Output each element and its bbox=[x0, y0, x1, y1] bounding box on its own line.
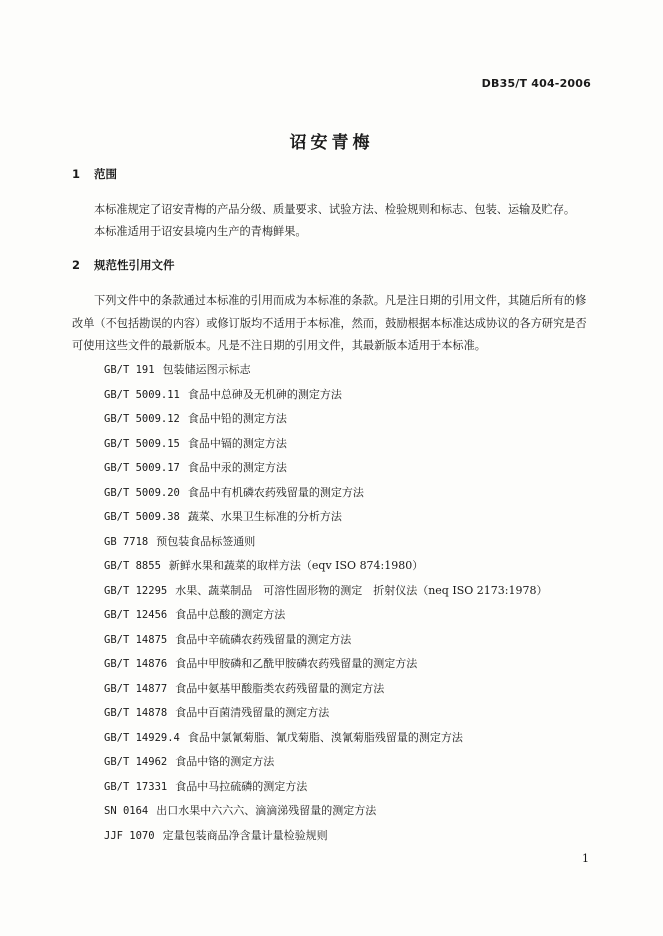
reference-code: GB/T 14878 bbox=[104, 707, 168, 719]
reference-item bbox=[104, 383, 604, 408]
reference-item bbox=[104, 554, 604, 579]
reference-title: 食品中甲胺磷和乙酰甲胺磷农药残留量的测定方法 bbox=[175, 657, 418, 670]
reference-code: GB/T 12295 bbox=[104, 584, 168, 597]
reference-code: GB/T 5009.11 bbox=[104, 388, 180, 401]
standard-code: DB35/T 404-2006 bbox=[481, 77, 591, 90]
reference-item bbox=[104, 603, 604, 628]
reference-title: 食品中辛硫磷农药残留量的测定方法 bbox=[175, 632, 352, 646]
reference-code: JJF 1070 bbox=[104, 829, 155, 842]
reference-code: GB/T 5009.17 bbox=[104, 462, 180, 474]
reference-code: GB/T 17331 bbox=[104, 780, 168, 793]
scope-paragraph-2: 本标准适用于诏安县境内生产的青梅鲜果。 bbox=[94, 225, 307, 238]
reference-list bbox=[104, 358, 604, 848]
reference-code: SN 0164 bbox=[104, 805, 149, 817]
reference-item bbox=[104, 481, 604, 506]
reference-title: 出口水果中六六六、滴滴涕残留量的测定方法 bbox=[156, 804, 377, 817]
reference-item bbox=[104, 652, 604, 677]
reference-title: 定量包装商品净含量计量检验规则 bbox=[162, 828, 328, 842]
reference-item bbox=[104, 505, 604, 530]
section-number: 1 bbox=[72, 167, 81, 181]
reference-title: 包装储运图示标志 bbox=[162, 363, 251, 376]
reference-item bbox=[104, 726, 604, 751]
reference-title: 食品中铅的测定方法 bbox=[187, 412, 287, 425]
reference-title: 预包装食品标签通则 bbox=[156, 534, 256, 548]
reference-item bbox=[104, 701, 604, 726]
reference-code: GB/T 5009.15 bbox=[104, 437, 180, 450]
scope-paragraph-1: 本标准规定了诏安青梅的产品分级、质量要求、试验方法、检验规则和标志、包装、运输及贮存。 bbox=[94, 203, 576, 216]
reference-item bbox=[104, 456, 604, 481]
page-number: 1 bbox=[582, 852, 589, 865]
page-title: 诏安青梅 bbox=[289, 133, 374, 153]
reference-item bbox=[104, 432, 604, 457]
reference-title: 食品中有机磷农药残留量的测定方法 bbox=[187, 485, 364, 499]
reference-code: GB/T 14876 bbox=[104, 658, 168, 670]
reference-item bbox=[104, 824, 604, 849]
reference-code: GB/T 191 bbox=[104, 364, 155, 376]
reference-item bbox=[104, 799, 604, 824]
reference-code: GB/T 5009.20 bbox=[104, 486, 180, 499]
reference-title: 食品中总酸的测定方法 bbox=[175, 608, 286, 621]
reference-item bbox=[104, 775, 604, 800]
reference-item bbox=[104, 628, 604, 653]
reference-title: 食品中铬的测定方法 bbox=[175, 755, 275, 768]
reference-code: GB/T 5009.38 bbox=[104, 511, 180, 523]
references-intro-paragraph: 下列文件中的条款通过本标准的引用而成为本标准的条款。凡是注日期的引用文件，其随后所有的修改单（不包括勘误的内容）或修订版均不适用于本标准，然而，鼓励根据本标准达成协议的各方研究是否可使用这些文件的最新版本。凡是不注日期的引用文件，其最新版本适用于本标准。 bbox=[72, 294, 587, 352]
section-heading-scope bbox=[72, 166, 117, 182]
reference-code: GB/T 12456 bbox=[104, 609, 168, 621]
section-heading-normative-references bbox=[72, 257, 175, 273]
reference-code: GB/T 14962 bbox=[104, 756, 168, 768]
reference-title: 食品中百菌清残留量的测定方法 bbox=[175, 706, 330, 719]
reference-title: 食品中氨基甲酸脂类农药残留量的测定方法 bbox=[175, 681, 385, 695]
reference-code: GB/T 14875 bbox=[104, 633, 168, 646]
reference-item bbox=[104, 407, 604, 432]
reference-code: GB/T 8855 bbox=[104, 560, 161, 572]
reference-code: GB 7718 bbox=[104, 535, 149, 548]
section-number: 2 bbox=[72, 258, 81, 272]
reference-item bbox=[104, 750, 604, 775]
reference-title: 食品中马拉硫磷的测定方法 bbox=[175, 779, 308, 793]
section-title: 范围 bbox=[94, 167, 118, 181]
reference-title: 食品中镉的测定方法 bbox=[187, 436, 287, 450]
reference-title: 食品中氯氰菊脂、氰戊菊脂、溴氰菊脂残留量的测定方法 bbox=[187, 730, 463, 744]
reference-code: GB/T 5009.12 bbox=[104, 413, 180, 425]
reference-item bbox=[104, 579, 604, 604]
reference-code: GB/T 14929.4 bbox=[104, 731, 180, 744]
reference-title: 蔬菜、水果卫生标准的分析方法 bbox=[187, 510, 342, 523]
reference-title: 新鲜水果和蔬菜的取样方法（eqv ISO 874:1980） bbox=[168, 559, 424, 572]
reference-item bbox=[104, 677, 604, 702]
section-title: 规范性引用文件 bbox=[94, 258, 175, 272]
reference-title: 水果、蔬菜制品 可溶性固形物的测定 折射仪法（neq ISO 2173:1978） bbox=[175, 583, 548, 597]
reference-title: 食品中汞的测定方法 bbox=[187, 461, 287, 474]
reference-code: GB/T 14877 bbox=[104, 682, 168, 695]
reference-title: 食品中总砷及无机砷的测定方法 bbox=[187, 387, 342, 401]
reference-item bbox=[104, 358, 604, 383]
reference-item bbox=[104, 530, 604, 555]
